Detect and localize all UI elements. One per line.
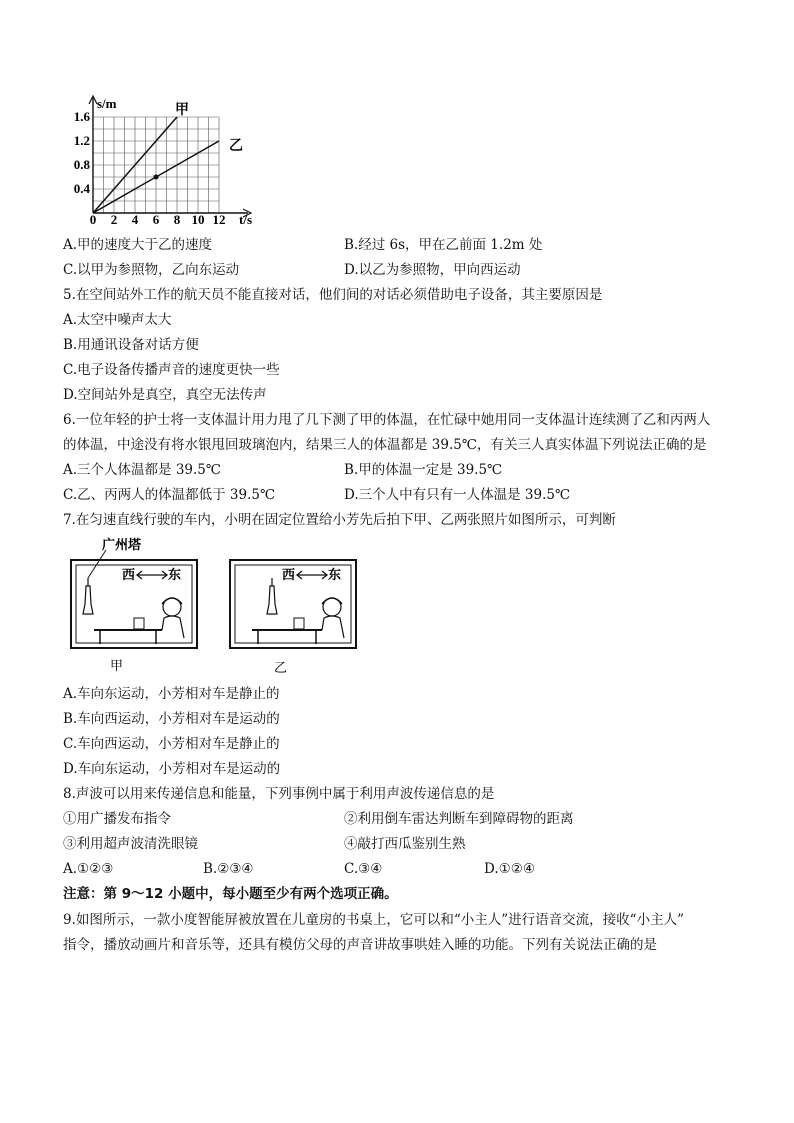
y-tick-label: 0.4 (73, 181, 90, 196)
multi-answer-note: 注意：第 9～12 小题中，每小题至少有两个选项正确。 (63, 886, 398, 902)
q8-option-b: B.②③④ (203, 861, 254, 877)
q7-option-b: B.车向西运动，小芳相对车是运动的 (63, 711, 280, 727)
photo-yi-caption: 乙 (274, 660, 288, 674)
tower-label: 广州塔 (102, 537, 142, 552)
photo-jia (71, 537, 197, 673)
line-label-yi: 乙 (229, 139, 243, 154)
q8-stem: 8.声波可以用来传递信息和能量，下列事例中属于利用声波传递信息的是 (63, 786, 495, 802)
x-tick-label: 0 (89, 212, 97, 227)
q5-option-d: D.空间站外是真空，真空无法传声 (63, 387, 267, 403)
q4-option-d: D.以乙为参照物，甲向西运动 (344, 262, 521, 278)
q8-item-2: ②利用倒车雷达判断车到障碍物的距离 (344, 811, 574, 827)
x-tick-label: 4 (131, 212, 139, 227)
q6-option-c: C.乙、丙两人的体温都低于 39.5℃ (63, 487, 276, 503)
q8-item-4: ④敲打西瓜鉴别生熟 (344, 836, 466, 852)
q9-stem-line2: 指令，播放动画片和音乐等，还具有模仿父母的声音讲故事哄娃入睡的功能。下列有关说法正确的是 (63, 937, 657, 953)
q4-option-a: A.甲的速度大于乙的速度 (63, 237, 213, 253)
west-label-jia: 西 (122, 567, 136, 582)
q6-option-a: A.三个人体温都是 39.5℃ (63, 462, 221, 478)
q9-stem-line1: 9.如图所示，一款小度智能屏被放置在儿童房的书桌上，它可以和“小主人”进行语音交流，接收“小主人” (63, 912, 684, 928)
line-label-jia: 甲 (175, 103, 189, 118)
q8-option-c: C.③④ (344, 861, 383, 877)
q8-item-3: ③利用超声波清洗眼镜 (63, 836, 198, 852)
x-tick-label: 10 (191, 212, 205, 227)
q7-photos-figure (66, 534, 366, 674)
q6-option-b: B.甲的体温一定是 39.5℃ (344, 462, 503, 478)
x-tick-label: 12 (212, 212, 226, 227)
q5-option-a: A.太空中噪声太大 (63, 312, 172, 328)
q4-option-b: B.经过 6s，甲在乙前面 1.2m 处 (344, 237, 543, 253)
q8-option-d: D.①②④ (484, 861, 535, 877)
y-axis-label: s/m (97, 96, 117, 111)
q6-option-d: D.三个人中有只有一人体温是 39.5℃ (344, 487, 571, 503)
q7-option-c: C.车向西运动，小芳相对车是静止的 (63, 736, 280, 752)
y-tick-label: 1.2 (73, 133, 90, 148)
photo-yi (230, 560, 356, 674)
q6-stem-line2: 的体温，中途没有将水银甩回玻璃泡内，结果三人的体温都是 39.5℃，有关三人真实体温下列说法正确的是 (63, 437, 707, 453)
q5-option-c: C.电子设备传播声音的速度更快一些 (63, 362, 280, 378)
q8-option-a: A.①②③ (63, 861, 114, 877)
x-tick-label: 8 (173, 212, 181, 227)
graph-grid (93, 117, 219, 213)
photo-jia-caption: 甲 (110, 658, 124, 673)
q7-stem: 7.在匀速直线行驶的车内，小明在固定位置给小芳先后拍下甲、乙两张照片如图所示，可判断 (63, 512, 616, 528)
distance-time-graph (63, 92, 263, 227)
q5-stem: 5.在空间站外工作的航天员不能直接对话，他们间的对话必须借助电子设备，其主要原因是 (63, 287, 603, 303)
q6-stem-line1: 6.一位年轻的护士将一支体温计用力甩了几下测了甲的体温，在忙碌中她用同一支体温计连续测了乙和丙两人 (63, 412, 711, 428)
x-tick-labels (90, 212, 226, 227)
y-tick-label: 1.6 (73, 109, 90, 124)
q5-option-b: B.用通讯设备对话方便 (63, 337, 199, 353)
x-axis-label: t/s (239, 212, 252, 227)
x-tick-label: 6 (152, 212, 160, 227)
y-tick-labels (74, 109, 91, 196)
x-tick-label: 2 (110, 212, 118, 227)
graph-axes (89, 96, 251, 217)
q7-option-d: D.车向东运动，小芳相对车是运动的 (63, 761, 281, 777)
west-label-yi: 西 (282, 567, 296, 582)
y-tick-label: 0.8 (73, 157, 90, 172)
q8-item-1: ①用广播发布指令 (63, 811, 171, 827)
east-label-jia: 东 (168, 567, 182, 582)
marked-point (154, 175, 159, 180)
east-label-yi: 东 (328, 567, 342, 582)
q4-option-c: C.以甲为参照物，乙向东运动 (63, 262, 240, 278)
q7-option-a: A.车向东运动，小芳相对车是静止的 (63, 686, 280, 702)
